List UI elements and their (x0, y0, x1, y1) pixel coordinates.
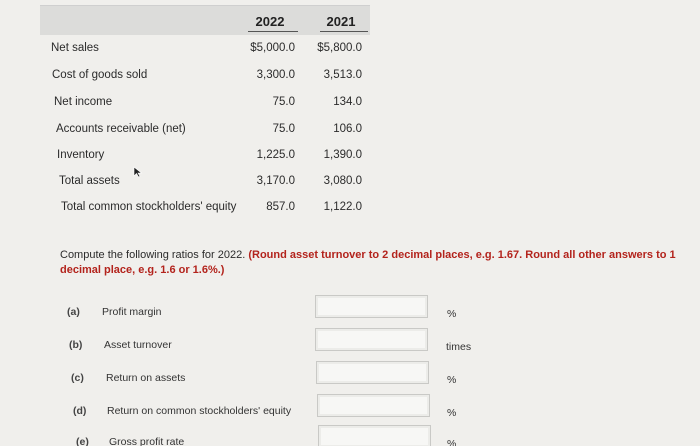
ratio-unit: % (447, 374, 457, 386)
row-label: Total common stockholders' equity (61, 201, 237, 213)
ratio-unit: % (447, 308, 457, 320)
value-2021: 1,390.0 (323, 149, 362, 161)
table-row (0, 42, 700, 62)
value-2022: $5,000.0 (250, 42, 295, 54)
instructions-text (60, 248, 695, 278)
value-2022: 75.0 (272, 123, 295, 135)
ratio-row-gross-profit-rate (0, 432, 700, 446)
rounding-note: (Round asset turnover to 2 decimal places, e.g. 1.67. Round all other answers to 1 decimal place, e.g. 1.6 or 1.6%.) (60, 249, 676, 276)
ratio-label: Gross profit rate (109, 436, 185, 446)
ratio-label: Return on common stockholders' equity (107, 405, 292, 417)
return-on-equity-input[interactable] (317, 394, 430, 417)
value-2022: 3,170.0 (256, 175, 295, 187)
value-2021: 106.0 (333, 123, 362, 135)
ratio-letter: (d) (73, 405, 87, 417)
ratio-label: Profit margin (102, 306, 162, 318)
column-underline-2021 (320, 31, 368, 32)
value-2021: $5,800.0 (317, 42, 362, 54)
value-2022: 1,225.0 (256, 149, 295, 161)
value-2022: 75.0 (272, 96, 295, 108)
row-label: Inventory (57, 149, 105, 161)
profit-margin-input[interactable] (315, 295, 428, 318)
ratio-unit: % (447, 407, 457, 419)
mouse-pointer-icon (133, 166, 143, 178)
value-2021: 134.0 (333, 96, 362, 108)
gross-profit-rate-input[interactable] (318, 425, 431, 446)
value-2021: 1,122.0 (323, 201, 362, 213)
table-row (0, 96, 700, 116)
row-label: Net sales (51, 42, 99, 54)
asset-turnover-input[interactable] (315, 328, 428, 351)
ratio-letter: (c) (71, 372, 84, 384)
ratio-unit: % (447, 438, 457, 446)
row-label: Net income (54, 96, 113, 108)
ratio-row-asset-turnover (0, 335, 700, 361)
table-row (0, 149, 700, 169)
table-row (0, 175, 700, 195)
ratio-row-return-on-assets (0, 368, 700, 394)
ratio-row-profit-margin (0, 302, 700, 328)
ratio-label: Return on assets (106, 372, 186, 384)
instructions-lead: Compute the following ratios for 2022. (60, 249, 246, 261)
table-row (0, 123, 700, 143)
table-row (0, 201, 700, 221)
ratio-letter: (b) (69, 339, 83, 351)
value-2022: 857.0 (266, 201, 295, 213)
row-label: Accounts receivable (net) (56, 123, 186, 135)
ratio-letter: (e) (76, 436, 89, 446)
ratio-row-return-on-equity (0, 401, 700, 427)
value-2022: 3,300.0 (256, 69, 295, 81)
ratio-label: Asset turnover (104, 339, 172, 351)
row-label: Total assets (59, 175, 120, 187)
column-header-2022: 2022 (255, 14, 285, 29)
table-row (0, 69, 700, 89)
return-on-assets-input[interactable] (316, 361, 429, 384)
value-2021: 3,513.0 (323, 69, 362, 81)
column-underline-2022 (248, 31, 298, 32)
ratio-letter: (a) (67, 306, 80, 318)
row-label: Cost of goods sold (52, 69, 148, 81)
value-2021: 3,080.0 (323, 175, 362, 187)
ratio-unit: times (446, 341, 472, 353)
column-header-2021: 2021 (326, 14, 356, 29)
